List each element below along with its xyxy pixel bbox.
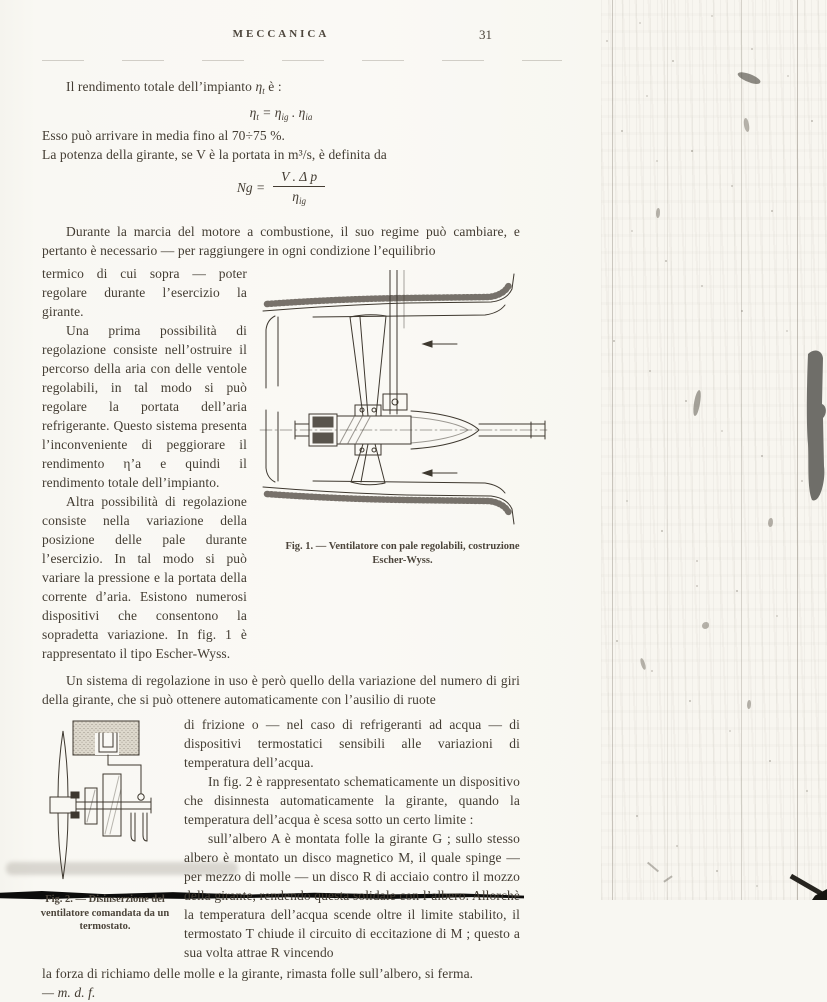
left-text-column [42,264,247,663]
figure-1 [247,264,548,663]
formula-power: Ng = $\frac{\text{V . Δ p}}{\eta_{ig}}$ [42,168,520,210]
paragraph-in-fig2: In fig. 2 è rappresentato schematicamente un dispositivo che disinnesta automaticamente la girante, quando la temperatura dell’acqua è scesa sotto un certo limite : [184,774,520,827]
right-text-column [184,715,520,962]
page-edge-line [797,0,798,900]
paragraph-la-forza: la forza di richiamo delle molle e la girante, rimasta folle sull’albero, si ferma. [42,966,474,981]
journal-title: MECCANICA [232,28,330,40]
article-signature: — m. d. f. [42,985,96,1000]
termostato-row [42,715,520,962]
page-header [42,28,520,46]
fig1-fan-drawing [257,270,548,528]
page-edge-line [612,0,613,900]
book-edge-strip [601,0,827,900]
paragraph-di-frizione: di frizione o — nel caso di refrigeranti ad acqua — di dispositivi termostatici sensibili alle variazioni di temperatura dell’acqua. [184,717,520,770]
paragraph-una-prima: Una prima possibilità di regolazione consiste nell’ostruire il percorso della aria con delle ventole regolabili, in tal modo si può regolare la portata dell’aria refrigerante. Questo sistema presenta l’inconveniente di peggiorare il rendimento η’a e quindi il rendimento totale dell’impianto. [42,323,247,490]
fraction: $\frac{\text{V . Δ p}}{\eta_{ig}}$ [273,168,325,210]
paragraph-rendimento: Il rendimento totale dell’impianto $\eta_t$ è : [66,79,282,96]
fig2-caption: Fig. 2. — Disinserzione del ventilatore comandata da un termostato. [40,894,170,932]
intro-section [42,77,520,210]
header-rule [42,60,562,61]
page-edge-line [667,0,668,900]
figure-2 [42,715,170,962]
paragraph-durante: Durante la marcia del motore a combustione, il suo regime può cambiare, e pertanto è necessario — per raggiungere in ogni condizione l’equilibrio [42,224,520,258]
fig1-caption: Fig. 1. — Ventilatore con pale regolabili, costruzione Escher-Wyss. [285,541,520,566]
paragraph-termico: termico di cui sopra — poter regolare durante l’esercizio la girante. [42,266,247,319]
paragraph-un-sistema: Un sistema di regolazione in uso è però quello della variazione del numero di giri della girante, che si può ottenere automaticamente con l’ausilio di ruote [42,673,520,707]
paragraph-potenza: La potenza della girante, se V è la portata in m³/s, è definita da [42,147,387,162]
page-edge-line [741,0,742,900]
page-content [42,28,520,1002]
paragraph-sullalbero: sull’albero A è montata folle la girante G ; sullo stesso albero è montato un disco magnetico M, il quale spinge — per mezzo di molle — un disco R di acciaio contro il mozzo della girante, rendendo questa solidale con l’albero. Allorchè la temperatura dell’acqua scende oltre il limite stabilito, il termostato T chiude il circuito di eccitazione di M ; questo a sua volta attrae R vincendo [184,831,520,960]
formula-eta: $\eta_t = \eta_{ig}$ . $\eta_{ia}$ [249,105,313,122]
paragraph-esso: Esso può arrivare in media fino al 70÷75 %. [42,128,286,143]
paragraph-altra: Altra possibilità di regolazione consiste nella variazione della posizione delle pale durante l’esercizio. In tal modo si può variare la pressione e la portata della corrente d’aria. Esistono numerosi dispositivi che consentono la sopradetta variazione. In fig. 1 è rappresentato il tipo Escher-Wyss. [42,494,247,661]
regolazione-row [42,264,546,663]
fig2-thermostat-drawing [47,719,165,881]
page-edge-dark-mark [800,348,827,508]
page-number: 31 [479,27,492,42]
